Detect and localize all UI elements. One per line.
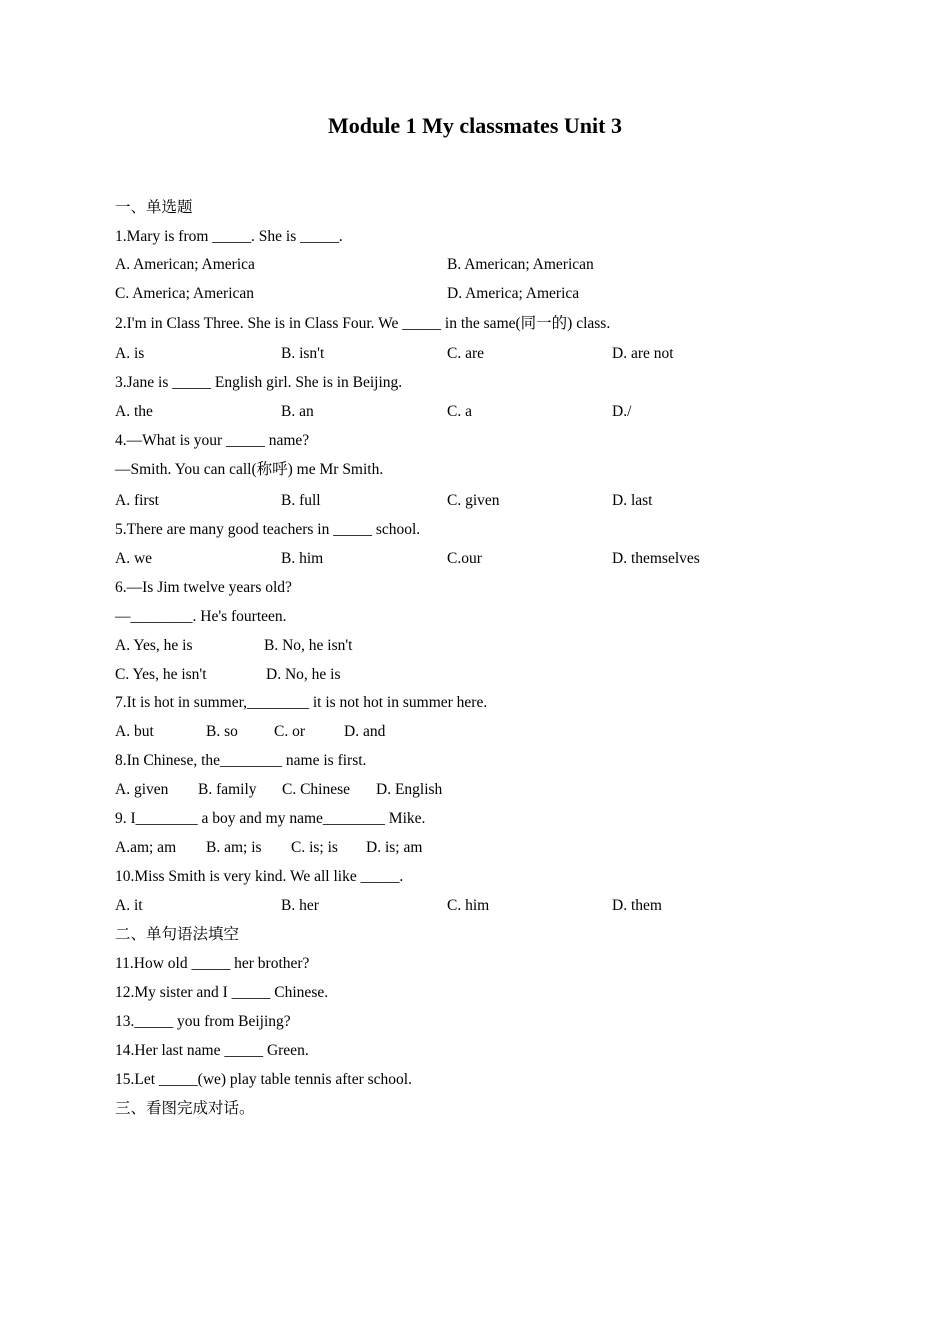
question-7-stem: 7.It is hot in summer,________ it is not hot in summer here. xyxy=(115,694,488,711)
question-10-option-d: D. them xyxy=(612,897,662,914)
question-6-option-b: B. No, he isn't xyxy=(264,637,353,654)
question-5-option-c: C.our xyxy=(447,550,482,567)
question-6-option-a: A. Yes, he is xyxy=(115,637,193,654)
question-1-option-d: D. America; America xyxy=(447,285,580,302)
question-10-option-c: C. him xyxy=(447,897,490,914)
question-5-option-a: A. we xyxy=(115,550,153,567)
question-9-option-a: A.am; am xyxy=(115,839,177,856)
question-4-option-b: B. full xyxy=(281,492,321,509)
question-8-option-a: A. given xyxy=(115,781,169,798)
question-10-stem: 10.Miss Smith is very kind. We all like _____. xyxy=(115,868,404,885)
question-5-option-b: B. him xyxy=(281,550,324,567)
question-13: 13._____ you from Beijing? xyxy=(115,1013,291,1030)
question-6-stem: 6.—Is Jim twelve years old? xyxy=(115,579,292,596)
question-2-option-c: C. are xyxy=(447,345,485,362)
question-1-stem: 1.Mary is from _____. She is _____. xyxy=(115,228,343,245)
section-heading-grammar-fill: 二、单句语法填空 xyxy=(115,926,240,943)
question-14: 14.Her last name _____ Green. xyxy=(115,1042,309,1059)
question-12: 12.My sister and I _____ Chinese. xyxy=(115,984,329,1001)
question-7-option-c: C. or xyxy=(274,723,305,740)
question-6-stem-reply: —________. He's fourteen. xyxy=(115,608,287,625)
question-7-option-b: B. so xyxy=(206,723,238,740)
question-2-option-b: B. isn't xyxy=(281,345,325,362)
question-3-option-d: D./ xyxy=(612,403,632,420)
question-3-option-c: C. a xyxy=(447,403,472,420)
question-1-option-c: C. America; American xyxy=(115,285,255,302)
question-8-stem: 8.In Chinese, the________ name is first. xyxy=(115,752,367,769)
question-3-option-b: B. an xyxy=(281,403,314,420)
question-4-option-c: C. given xyxy=(447,492,500,509)
question-5-stem: 5.There are many good teachers in _____ school. xyxy=(115,521,421,538)
question-6-option-c: C. Yes, he isn't xyxy=(115,666,207,683)
question-2-option-a: A. is xyxy=(115,345,145,362)
section-heading-picture-dialogue: 三、看图完成对话。 xyxy=(115,1100,255,1117)
question-7-option-a: A. but xyxy=(115,723,154,740)
question-9-stem: 9. I________ a boy and my name________ Mike. xyxy=(115,810,426,827)
section-heading-single-choice: 一、单选题 xyxy=(115,199,193,216)
question-1-option-a: A. American; America xyxy=(115,256,255,273)
question-3-stem: 3.Jane is _____ English girl. She is in Beijing. xyxy=(115,374,403,391)
question-10-option-b: B. her xyxy=(281,897,319,914)
question-9-option-c: C. is; is xyxy=(291,839,338,856)
question-8-option-d: D. English xyxy=(376,781,443,798)
question-10-option-a: A. it xyxy=(115,897,143,914)
question-9-option-b: B. am; is xyxy=(206,839,262,856)
question-3-option-a: A. the xyxy=(115,403,153,420)
question-2-stem: 2.I'm in Class Three. She is in Class Four. We _____ in the same(同一的) class. xyxy=(115,315,611,332)
question-9-option-d: D. is; am xyxy=(366,839,423,856)
question-4-option-d: D. last xyxy=(612,492,653,509)
question-2-option-d: D. are not xyxy=(612,345,674,362)
question-6-option-d: D. No, he is xyxy=(266,666,341,683)
question-8-option-c: C. Chinese xyxy=(282,781,351,798)
question-15: 15.Let _____(we) play table tennis after school. xyxy=(115,1071,412,1088)
question-4-stem-reply: —Smith. You can call(称呼) me Mr Smith. xyxy=(115,461,384,478)
question-5-option-d: D. themselves xyxy=(612,550,700,567)
question-4-stem: 4.—What is your _____ name? xyxy=(115,432,310,449)
question-4-option-a: A. first xyxy=(115,492,159,509)
question-8-option-b: B. family xyxy=(198,781,257,798)
question-1-option-b: B. American; American xyxy=(447,256,594,273)
question-11: 11.How old _____ her brother? xyxy=(115,955,310,972)
page-title: Module 1 My classmates Unit 3 xyxy=(328,113,622,138)
question-7-option-d: D. and xyxy=(344,723,386,740)
